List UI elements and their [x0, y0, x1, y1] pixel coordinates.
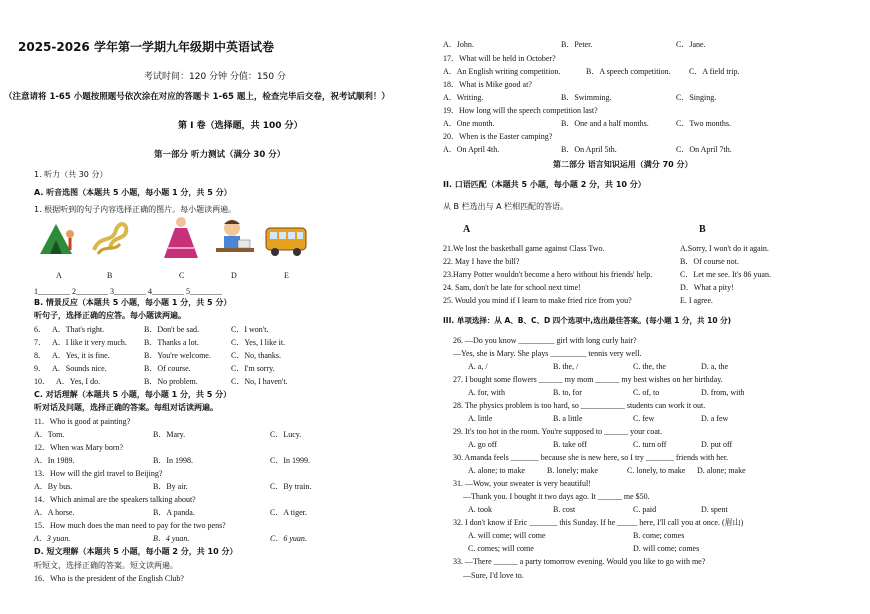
exam-title: 2025-2026 学年第一学期九年级期中英语试卷 — [18, 40, 274, 54]
column-a-label: A — [463, 224, 471, 235]
q-num: 10． — [34, 377, 50, 386]
section-iii-heading: III. 单项选择：从 A、B、C、D 四个选项中,选出最佳答案。(每小题 1 分，共 10 分) — [443, 316, 732, 325]
option-b: B. the, / — [553, 362, 579, 371]
option-d: D. a, the — [701, 362, 729, 371]
option-c: C．A field trip. — [689, 67, 740, 76]
pic-label-d: D — [231, 271, 237, 280]
column-b-label: B — [699, 224, 706, 235]
pair-a: 25. Would you mind if I learn to make fried rice from you? — [443, 296, 632, 305]
question: 33. —There ______ a party tomorrow evening. Would you like to go with me? — [453, 557, 706, 566]
option-b: B. take off — [553, 440, 587, 449]
q-num: 9． — [34, 364, 46, 373]
section-d-heading: D. 短文理解（本题共 5 小题，每小题 2 分，共 10 分） — [34, 547, 238, 556]
option-b: B. lonely; make — [547, 466, 598, 475]
part2-heading: 第二部分 语言知识运用（满分 70 分） — [553, 160, 693, 169]
section-ii-instruction: 从 B 栏选出与 A 栏相匹配的答语。 — [443, 202, 569, 211]
option-c: C. paid — [633, 505, 657, 514]
question: 30. Amanda feels _______ because she is new here, so I try _______ friends with her. — [453, 453, 729, 462]
option-a: A. go off — [468, 440, 497, 449]
option-a: A．In 1989. — [34, 456, 75, 465]
pair-b: A.Sorry, I won't do it again. — [680, 244, 769, 253]
option-b: B. come; comes — [633, 531, 685, 540]
option-b: B．In 1998. — [153, 456, 193, 465]
option-a: A．On April 4th. — [443, 145, 500, 154]
q-num: 6． — [34, 325, 46, 334]
option-c: C．Two months. — [676, 119, 731, 128]
bus-picture — [264, 214, 308, 262]
question-reply: —Sure, I'd love to. — [463, 571, 524, 580]
option-a: A．Tom. — [34, 430, 65, 439]
option-a: A. alone; to make — [468, 466, 525, 475]
section-c-instruction: 听对话及问题，选择正确的答案。每组对话读两遍。 — [34, 403, 218, 412]
option-c: C．In 1999. — [270, 456, 310, 465]
option-c: C. turn off — [633, 440, 667, 449]
option-c: C. the, the — [633, 362, 666, 371]
question: 27. I bought some flowers ______ my mom ______ my best wishes on her birthday. — [453, 375, 723, 384]
option-b: B．A speech competition. — [586, 67, 671, 76]
option-a: A．Yes, it is fine. — [52, 351, 110, 360]
option-a: A. took — [468, 505, 492, 514]
pair-a: 22. May I have the bill? — [443, 257, 520, 266]
dragon-picture — [90, 214, 132, 262]
option-c: C．Yes, I like it. — [231, 338, 286, 347]
option-a: A．One month. — [443, 119, 495, 128]
question: 14．Which animal are the speakers talking about? — [34, 495, 196, 504]
option-c: C．Lucy. — [270, 430, 302, 439]
question-reply: —Yes, she is Mary. She plays _________ tennis very well. — [453, 349, 642, 358]
pair-b: C．Let me see. It's 86 yuan. — [680, 270, 771, 279]
option-a: A．Yes, I do. — [56, 377, 101, 386]
pair-a: 21.We lost the basketball game against Class Two. — [443, 244, 605, 253]
option-b: B．You're welcome. — [144, 351, 211, 360]
pic-label-e: E — [284, 271, 289, 280]
section-a-heading: A. 听音选图（本题共 5 小题，每小题 1 分，共 5 分） — [34, 188, 232, 197]
option-a: A．A horse. — [34, 508, 75, 517]
option-b: B．Thanks a lot. — [144, 338, 199, 347]
option-a: A. a, / — [468, 362, 488, 371]
pair-a: 24. Sam, don't be late for school next time! — [443, 283, 581, 292]
section-b-heading: B. 情景反应（本题共 5 小题，每小题 1 分，共 5 分） — [34, 298, 232, 307]
section-c-heading: C. 对话理解（本题共 5 小题，每小题 1 分，共 5 分） — [34, 390, 232, 399]
pic-label-c: C — [179, 271, 185, 280]
option-c: C．No, thanks. — [231, 351, 281, 360]
option-a: A. little — [468, 414, 493, 423]
option-b: B．Of course. — [144, 364, 191, 373]
option-b: B．One and a half months. — [561, 119, 649, 128]
option-d: D. from, with — [701, 388, 745, 397]
option-a: A. for, with — [468, 388, 506, 397]
option-c: C. lonely, to make — [627, 466, 686, 475]
option-b: B. cost — [553, 505, 576, 514]
option-b: B．By air. — [153, 482, 188, 491]
pair-b: E. I agree. — [680, 296, 713, 305]
pic-label-a: A — [56, 271, 62, 280]
q16-option-b: B．Peter. — [561, 40, 593, 49]
question: 18．What is Mike good at? — [443, 80, 532, 89]
q16-option-c: C．Jane. — [676, 40, 706, 49]
option-d: D. a few — [701, 414, 729, 423]
student-desk-picture — [214, 214, 256, 262]
q-num: 8． — [34, 351, 46, 360]
tent-picture — [36, 214, 78, 262]
option-c: C．On April 7th. — [676, 145, 732, 154]
question: 20．When is the Easter camping? — [443, 132, 553, 141]
option-c: C．6 yuan. — [270, 534, 307, 543]
question: 26. —Do you know _________ girl with long curly hair? — [453, 336, 637, 345]
section-b-instruction: 听句子，选择正确的应答。每小题读两遍。 — [34, 311, 186, 320]
q-num: 7． — [34, 338, 46, 347]
question: 32. I don't know if Eric _______ this Sunday. If he _____ here, I'll call you at once. (眉山) — [453, 518, 744, 527]
option-c: C．I'm sorry. — [231, 364, 275, 373]
option-c: C. few — [633, 414, 655, 423]
option-b: B. to, for — [553, 388, 582, 397]
option-b: B．4 yuan. — [153, 534, 190, 543]
picture-row — [36, 214, 306, 266]
question-16: 16．Who is the president of the English Club? — [34, 574, 184, 583]
question: 11．Who is good at painting? — [34, 417, 131, 426]
question: 17．What will be held in October? — [443, 54, 556, 63]
exam-info: 考试时间：120 分钟 分值：150 分 — [144, 72, 286, 82]
option-d: D. will come; comes — [633, 544, 700, 553]
dress-picture — [160, 214, 202, 262]
pair-a: 23.Harry Potter wouldn't become a hero without his friends' help. — [443, 270, 653, 279]
question: 28. The physics problem is too hard, so ___________ students can work it out. — [453, 401, 706, 410]
option-d: D. alone; make — [697, 466, 746, 475]
option-c: C．By train. — [270, 482, 312, 491]
option-a: A．I like it very much. — [52, 338, 127, 347]
exam-notice: （注意请将 1-65 小题按照题号依次涂在对应的答题卡 1-65 题上，检查完毕后交卷，祝考试顺利！） — [4, 92, 390, 102]
question-reply: —Thank you. I bought it two days ago. It ______ me $50. — [463, 492, 650, 501]
option-b: B．No problem. — [144, 377, 198, 386]
section-ii-heading: II. 口语匹配（本题共 5 小题，每小题 2 分，共 10 分） — [443, 180, 646, 189]
option-c: C．A tiger. — [270, 508, 307, 517]
question: 19．How long will the speech competition last? — [443, 106, 598, 115]
question: 15．How much does the man need to pay for the two pens? — [34, 521, 226, 530]
question: 13．How will the girl travel to Beijing? — [34, 469, 163, 478]
option-c: C．Singing. — [676, 93, 717, 102]
option-b: B．On April 5th. — [561, 145, 617, 154]
option-d: D. put off — [701, 440, 733, 449]
volume-heading: 第 I 卷（选择题，共 100 分） — [178, 121, 303, 131]
option-b: B. a little — [553, 414, 583, 423]
q16-option-a: A．John. — [443, 40, 474, 49]
question: 29. It's too hot in the room. You're supposed to ______ your coat. — [453, 427, 663, 436]
option-a: A．Writing. — [443, 93, 484, 102]
part1-heading: 第一部分 听力测试（满分 30 分） — [154, 150, 286, 160]
option-c: C．I won't. — [231, 325, 269, 334]
answer-blanks: 1________ 2________ 3________ 4________ 5________ — [34, 287, 222, 296]
option-b: B．Mary. — [153, 430, 186, 439]
option-b: B．Swimming. — [561, 93, 612, 102]
option-a: A．Sounds nice. — [52, 364, 107, 373]
option-c: C. of, to — [633, 388, 660, 397]
option-c: C. comes; will come — [468, 544, 534, 553]
pic-label-b: B — [107, 271, 113, 280]
option-b: B．A panda. — [153, 508, 195, 517]
option-a: A．An English writing competition. — [443, 67, 561, 76]
option-a: A．3 yuan. — [34, 534, 71, 543]
section-d-instruction: 听短文，选择正确的答案。短文读两遍。 — [34, 561, 178, 570]
listening-heading: 1. 听力（共 30 分） — [34, 170, 108, 179]
option-a: A．That's right. — [52, 325, 105, 334]
option-b: B．Don't be sad. — [144, 325, 199, 334]
section-a-instruction: 1. 根据听到的句子内容选择正确的图片。每小题读两遍。 — [34, 205, 237, 214]
option-a: A. will come; will come — [468, 531, 546, 540]
question: 12．When was Mary born? — [34, 443, 124, 452]
option-d: D. spent — [701, 505, 728, 514]
question: 31. —Wow, your sweater is very beautiful! — [453, 479, 591, 488]
pair-b: B．Of course not. — [680, 257, 739, 266]
option-a: A．By bus. — [34, 482, 73, 491]
option-c: C．No, I haven't. — [231, 377, 288, 386]
pair-b: D．What a pity! — [680, 283, 734, 292]
